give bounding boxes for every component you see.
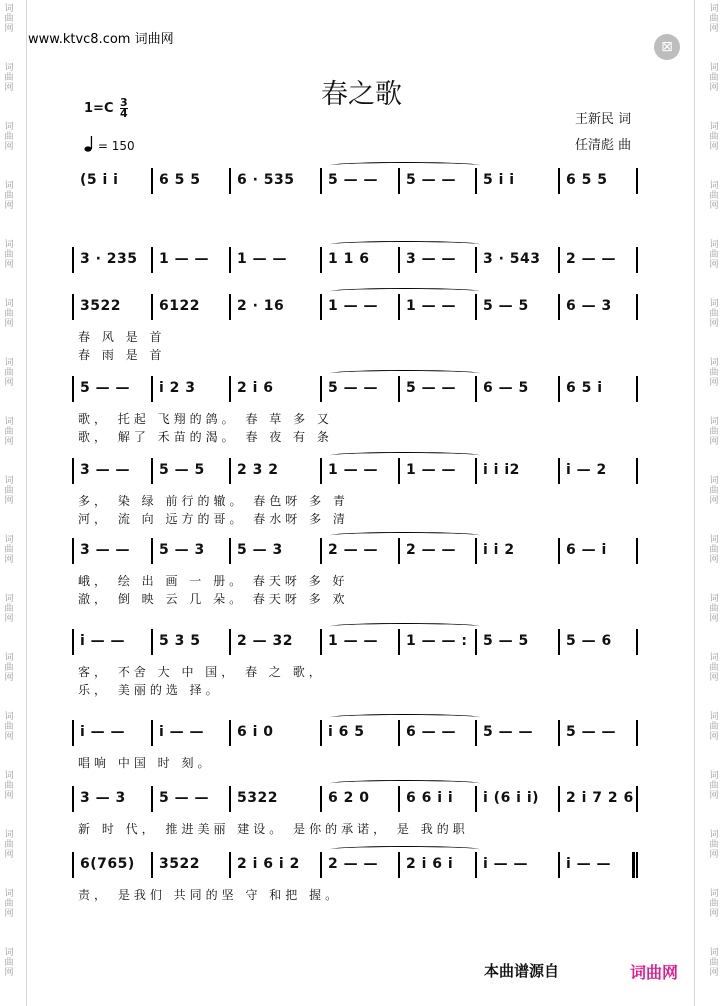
tempo-marking — [84, 135, 135, 153]
measure: 1 1 6 — [328, 251, 370, 267]
lyrics-line — [0, 492, 723, 510]
watermark-glyphs: 词 曲 网 — [709, 417, 719, 447]
bar-line — [636, 629, 638, 655]
bar-line — [229, 786, 231, 812]
measure: 6 2 0 — [328, 790, 370, 806]
measure: i 6 5 — [328, 724, 365, 740]
quarter-note-icon — [84, 135, 94, 153]
watermark-glyphs: 词 曲 网 — [4, 653, 14, 683]
song-title: 春之歌 — [321, 79, 402, 110]
lyrics-text: 乐， 美丽的选 择。 — [78, 683, 222, 697]
notes-row — [0, 542, 723, 566]
measure: 2 — — — [406, 542, 456, 558]
measure: 6(765) — [80, 856, 135, 872]
bar-line — [636, 376, 638, 402]
measure: 1 — — — [406, 462, 456, 478]
bar-line — [320, 294, 322, 320]
measure: 5 — — — [406, 380, 456, 396]
watermark-glyphs: 词 曲 网 — [4, 830, 14, 860]
watermark-glyphs: 词 曲 网 — [4, 948, 14, 978]
measure: 2 i 6 — [237, 380, 274, 396]
bar-line — [636, 294, 638, 320]
watermark-glyphs: 词 曲 网 — [4, 712, 14, 742]
bar-line — [558, 168, 560, 194]
measure: 3 · 235 — [80, 251, 138, 267]
measure: 3 — 3 — [80, 790, 126, 806]
tie-arc — [330, 241, 480, 248]
notes-row — [0, 172, 723, 196]
bar-line — [475, 629, 477, 655]
watermark-glyphs: 词 曲 网 — [4, 4, 14, 34]
measure: 3 · 543 — [483, 251, 541, 267]
bar-line — [558, 247, 560, 273]
tie-arc — [330, 714, 480, 721]
watermark-glyphs: 词 曲 网 — [709, 594, 719, 624]
bar-line — [151, 294, 153, 320]
brand-logo[interactable]: 词曲网 — [630, 963, 679, 982]
bar-line — [320, 720, 322, 746]
bar-line — [151, 247, 153, 273]
tie-arc — [330, 288, 480, 295]
tie-arc — [330, 532, 480, 539]
lyrics-text: 歌， 托起 飞翔的鸽。 春 草 多 又 — [78, 412, 333, 426]
tie-arc — [330, 780, 480, 787]
watermark-glyphs: 词 曲 网 — [4, 181, 14, 211]
lyrics-text: 新 时 代， 推进美丽 建设。 是你的承诺， 是 我的职 — [78, 822, 469, 836]
watermark-glyphs: 词 曲 网 — [4, 63, 14, 93]
bar-line — [398, 168, 400, 194]
lyrics-line — [0, 572, 723, 590]
bar-line — [320, 538, 322, 564]
measure: 5 — 6 — [566, 633, 612, 649]
notes-row — [0, 462, 723, 486]
measure: 5 — 5 — [483, 298, 529, 314]
close-icon[interactable]: ⊠ — [654, 34, 680, 60]
watermark-glyphs: 词 曲 网 — [709, 63, 719, 93]
time-top: 3 — [120, 96, 128, 109]
bar-line — [636, 247, 638, 273]
final-bar-line — [632, 852, 635, 878]
notes-row — [0, 251, 723, 275]
bar-line — [475, 786, 477, 812]
watermark-glyphs: 词 曲 网 — [709, 358, 719, 388]
notes-row — [0, 380, 723, 404]
notes-row — [0, 790, 723, 814]
measure: 5 — — — [328, 172, 378, 188]
measure: 6 — i — [566, 542, 607, 558]
watermark-glyphs: 词 曲 网 — [4, 417, 14, 447]
measure: 6 — 3 — [566, 298, 612, 314]
bar-line — [636, 458, 638, 484]
bar-line — [475, 294, 477, 320]
measure: i — — — [566, 856, 612, 872]
bar-line — [320, 168, 322, 194]
bar-line — [398, 376, 400, 402]
tie-arc — [330, 623, 480, 630]
bar-line — [558, 629, 560, 655]
bar-line — [151, 458, 153, 484]
bar-line — [229, 376, 231, 402]
measure: 6 5 5 — [566, 172, 608, 188]
key-label: 1=C — [84, 101, 114, 116]
measure: 6 — 5 — [483, 380, 529, 396]
bar-line — [636, 168, 638, 194]
measure: 2 · 16 — [237, 298, 285, 314]
measure: 6 i 0 — [237, 724, 274, 740]
bar-line — [558, 294, 560, 320]
measure: (5 i i — [80, 172, 119, 188]
time-signature — [120, 98, 128, 119]
measure: 5 — 3 — [159, 542, 205, 558]
measure: 5 — — — [566, 724, 616, 740]
notes-row — [0, 298, 723, 322]
bar-line — [229, 458, 231, 484]
measure: 1 — — — [159, 251, 209, 267]
measure: 5 — — — [80, 380, 130, 396]
lyrics-text: 澈， 倒 映 云 几 朵。 春天呀 多 欢 — [78, 592, 349, 606]
measure: 3522 — [159, 856, 200, 872]
watermark-glyphs: 词 曲 网 — [4, 240, 14, 270]
bar-line — [636, 786, 638, 812]
bar-line — [151, 376, 153, 402]
bar-line — [72, 294, 74, 320]
bar-line — [398, 458, 400, 484]
measure: 1 — — — [328, 633, 378, 649]
lyrics-line — [0, 820, 723, 838]
lyrics-line — [0, 428, 723, 446]
watermark-glyphs: 词 曲 网 — [4, 299, 14, 329]
measure: 2 3 2 — [237, 462, 279, 478]
watermark-glyphs: 词 曲 网 — [709, 240, 719, 270]
measure: 6 6 i i — [406, 790, 454, 806]
measure: i i i2 — [483, 462, 520, 478]
bar-line — [72, 538, 74, 564]
bar-line — [636, 852, 638, 878]
lyrics-line — [0, 510, 723, 528]
bar-line — [398, 786, 400, 812]
bar-line — [398, 629, 400, 655]
watermark-glyphs: 词 曲 网 — [709, 830, 719, 860]
watermark-glyphs: 词 曲 网 — [4, 889, 14, 919]
watermark-glyphs: 词 曲 网 — [709, 889, 719, 919]
lyrics-line — [0, 681, 723, 699]
measure: 2 i 6 i — [406, 856, 454, 872]
lyrics-text: 春 雨 是 首 — [78, 348, 166, 362]
bar-line — [636, 538, 638, 564]
lyrics-line — [0, 346, 723, 364]
bar-line — [151, 852, 153, 878]
bar-line — [229, 629, 231, 655]
watermark-glyphs: 词 曲 网 — [709, 122, 719, 152]
watermark-glyphs: 词 曲 网 — [4, 358, 14, 388]
measure: i i 2 — [483, 542, 515, 558]
bar-line — [558, 852, 560, 878]
bar-line — [229, 168, 231, 194]
bar-line — [398, 294, 400, 320]
tie-arc — [330, 370, 480, 377]
measure: 5 — — — [328, 380, 378, 396]
bar-line — [475, 168, 477, 194]
bar-line — [320, 458, 322, 484]
measure: 2 — — — [328, 542, 378, 558]
measure: 5 — — — [406, 172, 456, 188]
tie-arc — [330, 162, 480, 169]
lyrics-line — [0, 590, 723, 608]
bar-line — [320, 247, 322, 273]
lyrics-line — [0, 328, 723, 346]
bar-line — [229, 720, 231, 746]
bar-line — [398, 720, 400, 746]
measure: 3 — — — [80, 542, 130, 558]
composer: 任清彪 曲 — [575, 138, 632, 153]
bar-line — [475, 458, 477, 484]
lyrics-text: 责， 是我们 共同的坚 守 和把 握。 — [78, 888, 342, 902]
bar-line — [320, 852, 322, 878]
notes-row — [0, 856, 723, 880]
measure: 5 i i — [483, 172, 515, 188]
lyrics-line — [0, 663, 723, 681]
lyrics-line — [0, 886, 723, 904]
bar-line — [475, 247, 477, 273]
measure: 1 — — — [237, 251, 287, 267]
measure: 1 — — — [328, 462, 378, 478]
measure: 1 — — — [406, 298, 456, 314]
watermark-glyphs: 词 曲 网 — [709, 712, 719, 742]
bar-line — [558, 786, 560, 812]
measure: i — — — [159, 724, 205, 740]
tie-arc — [330, 846, 480, 853]
lyrics-line — [0, 754, 723, 772]
bar-line — [151, 168, 153, 194]
lyrics-text: 歌， 解了 禾苗的渴。 春 夜 有 条 — [78, 430, 333, 444]
bar-line — [558, 720, 560, 746]
measure: 1 — — : — [406, 633, 468, 649]
lyrics-text: 春 风 是 首 — [78, 330, 166, 344]
watermark-glyphs: 词 曲 网 — [709, 476, 719, 506]
watermark-glyphs: 词 曲 网 — [4, 594, 14, 624]
bar-line — [229, 852, 231, 878]
measure: 2 i 6 i 2 — [237, 856, 300, 872]
bar-line — [558, 458, 560, 484]
bar-line — [72, 629, 74, 655]
measure: 2 — — — [566, 251, 616, 267]
bar-line — [72, 852, 74, 878]
tempo-value: = 150 — [97, 139, 135, 153]
bar-line — [72, 376, 74, 402]
bar-line — [229, 247, 231, 273]
measure: i — — — [80, 633, 126, 649]
lyrics-text: 客， 不舍 大 中 国， 春 之 歌， — [78, 665, 325, 679]
measure: 2 — — — [328, 856, 378, 872]
bar-line — [558, 538, 560, 564]
tie-arc — [330, 452, 480, 459]
measure: 5 — 5 — [159, 462, 205, 478]
bar-line — [72, 786, 74, 812]
bar-line — [475, 720, 477, 746]
lyricist: 王新民 词 — [575, 112, 632, 127]
measure: 6 5 5 — [159, 172, 201, 188]
time-bottom: 4 — [120, 107, 128, 120]
bar-line — [229, 538, 231, 564]
measure: 3 — — — [406, 251, 456, 267]
bar-line — [151, 538, 153, 564]
notes-row — [0, 633, 723, 657]
bar-line — [151, 629, 153, 655]
bar-line — [636, 720, 638, 746]
lyrics-text: 河， 流 向 远方的哥。 春水呀 多 清 — [78, 512, 349, 526]
measure: i 2 3 — [159, 380, 196, 396]
measure: 2 — 32 — [237, 633, 293, 649]
measure: i (6 i i) — [483, 790, 540, 806]
watermark-glyphs: 词 曲 网 — [709, 299, 719, 329]
key-signature — [84, 98, 128, 119]
measure: 5 3 5 — [159, 633, 201, 649]
bar-line — [72, 458, 74, 484]
measure: 6 5 i — [566, 380, 603, 396]
lyrics-line — [0, 410, 723, 428]
measure: i — — — [80, 724, 126, 740]
source-text: 本曲谱源自 — [484, 962, 560, 980]
bar-line — [72, 720, 74, 746]
measure: 2 i 7 2 6 — [566, 790, 634, 806]
bar-line — [398, 538, 400, 564]
bar-line — [320, 629, 322, 655]
measure: i — 2 — [566, 462, 607, 478]
measure: 5 — 3 — [237, 542, 283, 558]
watermark-glyphs: 词 曲 网 — [709, 771, 719, 801]
site-url[interactable]: www.ktvc8.com 词曲网 — [28, 32, 174, 47]
measure: 3522 — [80, 298, 121, 314]
lyrics-text: 峨， 绘 出 画 一 册。 春天呀 多 好 — [78, 574, 349, 588]
watermark-glyphs: 词 曲 网 — [709, 535, 719, 565]
measure: 6 — — — [406, 724, 456, 740]
lyrics-text: 唱响 中国 时 刻。 — [78, 756, 214, 770]
watermark-glyphs: 词 曲 网 — [709, 181, 719, 211]
bar-line — [475, 852, 477, 878]
bar-line — [320, 376, 322, 402]
bar-line — [475, 538, 477, 564]
lyrics-text: 多， 染 绿 前行的辙。 春色呀 多 青 — [78, 494, 349, 508]
bar-line — [398, 852, 400, 878]
watermark-glyphs: 词 曲 网 — [4, 122, 14, 152]
measure: 6 · 535 — [237, 172, 295, 188]
measure: 5 — — — [483, 724, 533, 740]
watermark-glyphs: 词 曲 网 — [709, 948, 719, 978]
bar-line — [151, 786, 153, 812]
measure: 6122 — [159, 298, 200, 314]
measure: i — — — [483, 856, 529, 872]
bar-line — [151, 720, 153, 746]
measure: 5322 — [237, 790, 278, 806]
bar-line — [475, 376, 477, 402]
bar-line — [398, 247, 400, 273]
watermark-glyphs: 词 曲 网 — [709, 653, 719, 683]
bar-line — [229, 294, 231, 320]
bar-line — [72, 247, 74, 273]
bar-line — [558, 376, 560, 402]
watermark-glyphs: 词 曲 网 — [4, 535, 14, 565]
measure: 5 — — — [159, 790, 209, 806]
watermark-glyphs: 词 曲 网 — [709, 4, 719, 34]
measure: 1 — — — [328, 298, 378, 314]
notes-row — [0, 724, 723, 748]
watermark-glyphs: 词 曲 网 — [4, 771, 14, 801]
watermark-glyphs: 词 曲 网 — [4, 476, 14, 506]
measure: 3 — — — [80, 462, 130, 478]
bar-line — [320, 786, 322, 812]
measure: 5 — 5 — [483, 633, 529, 649]
